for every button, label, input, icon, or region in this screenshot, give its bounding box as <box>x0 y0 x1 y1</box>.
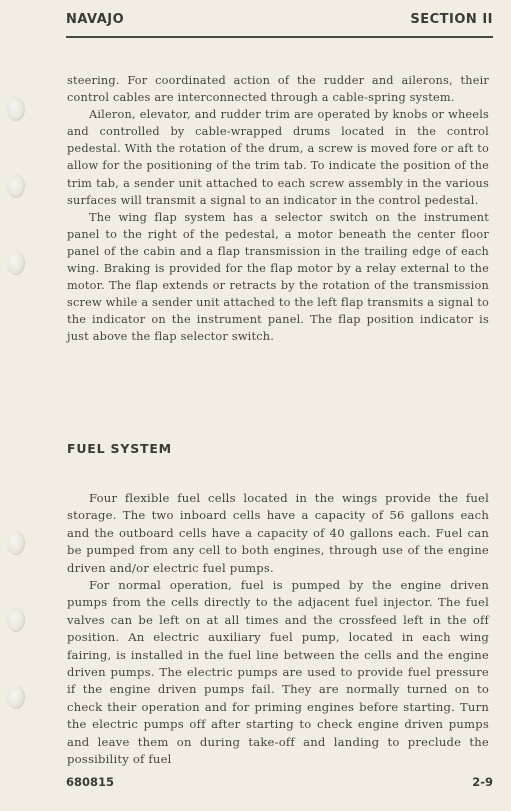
paragraph: The wing flap system has a selector switch on the instrument panel to the right of the pedestal, a motor beneath the center floor panel of the cabin and a flap transmission in the trailing edge of each wing. Braking is provided for the flap motor by a relay external to the motor. The flap extends or retracts by the rotation of the transmission screw while a sender unit attached to the left flap transmits a signal to the indicator on the instrument panel. The flap position indicator is just above the flap selector switch. <box>67 210 489 344</box>
page-number: 2-9 <box>472 775 493 789</box>
punch-hole <box>7 97 25 121</box>
paragraph: steering. For coordinated action of the rudder and ailerons, their control cables are interconnected through a cable-spring system. <box>67 74 489 105</box>
controls-text <box>67 72 489 346</box>
punch-hole <box>7 608 25 632</box>
page-footer <box>66 775 493 789</box>
punch-hole <box>7 174 25 198</box>
section-heading: FUEL SYSTEM <box>67 441 172 456</box>
punch-hole <box>7 685 25 709</box>
paragraph: For normal operation, fuel is pumped by the engine driven pumps from the cells directly to the adjacent fuel injector. The fuel valves can be left on at all times and the crossfeed left in the off position. An electric auxiliary fuel pump, located in each wing fairing, is installed in the fuel line between the cells and the engine driven pumps. The electric pumps are used to provide fuel pressure if the engine driven pumps fail. They are normally turned on to check their operation and for priming engines before starting. Turn the electric pumps off after starting to check engine driven pumps and leave them on during take-off and landing to preclude the possibility of fuel <box>67 578 489 767</box>
paragraph: Aileron, elevator, and rudder trim are operated by knobs or wheels and controlled by cable-wrapped drums located in the control pedestal. With the rotation of the drum, a screw is moved fore or aft to allow for the positioning of the trim tab. To indicate the position of the trim tab, a sender unit attached to each screw assembly in the various surfaces will transmit a signal to an indicator in the control pedestal. <box>67 108 489 207</box>
page-header <box>66 12 493 27</box>
punch-hole <box>7 531 25 555</box>
paragraph: Four flexible fuel cells located in the wings provide the fuel storage. The two inboard cells have a capacity of 56 gallons each and the outboard cells have a capacity of 40 gallons each. Fuel can be pumped from any cell to both engines, through use of the engine driven and/or electric fuel pumps. <box>67 491 489 575</box>
punch-hole <box>7 251 25 275</box>
document-number: 680815 <box>66 775 115 789</box>
header-rule <box>66 36 493 38</box>
header-title: NAVAJO <box>66 12 125 27</box>
fuel-system-text <box>67 490 489 769</box>
header-section: SECTION II <box>410 12 493 27</box>
